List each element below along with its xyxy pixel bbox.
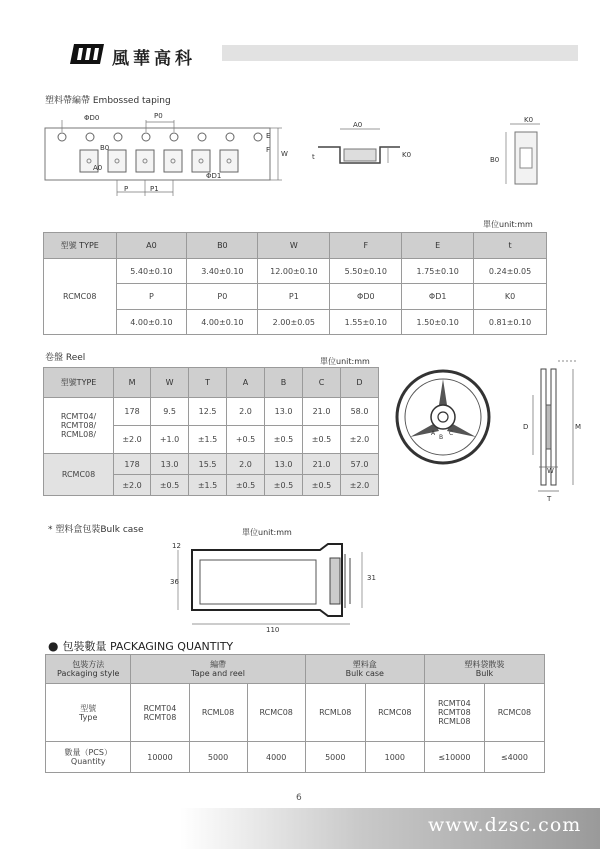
dim-height: 36 (170, 578, 179, 586)
label-b0-side: B0 (490, 156, 500, 164)
table-cell: 58.0 (341, 398, 379, 426)
table-cell: P1 (258, 284, 330, 310)
table-cell: ±2.0 (114, 475, 151, 496)
header-d: D (341, 368, 379, 398)
table-cell: K0 (474, 284, 547, 310)
table-cell: 5.40±0.10 (116, 259, 187, 284)
table-cell: 57.0 (341, 454, 379, 475)
table-cell: RCML08 (305, 684, 365, 742)
watermark: www.dzsc.com (428, 814, 582, 836)
table-cell: RCMT04 RCMT08 RCML08 (424, 684, 484, 742)
tape-cross-section (310, 115, 420, 170)
table-cell: 178 (114, 454, 151, 475)
type-label: 型號 Type (46, 684, 131, 742)
bullet-icon: ● (48, 639, 59, 653)
header-t: T (189, 368, 227, 398)
reel-unit: 單位unit:mm (320, 357, 370, 366)
header-e: E (402, 233, 474, 259)
label-p0: P0 (154, 112, 163, 120)
table-cell: 5.50±0.10 (330, 259, 402, 284)
company-logo (68, 44, 104, 64)
table-cell: 2.0 (227, 398, 265, 426)
table-cell: ±0.5 (265, 426, 303, 454)
component-side-view (488, 112, 558, 202)
label-b: B (439, 434, 444, 441)
style-label: 包裝方法 Packaging style (46, 655, 131, 684)
table-cell: 21.0 (303, 454, 341, 475)
embossed-unit: 單位unit:mm (483, 220, 533, 229)
table-cell: 4.00±0.10 (116, 310, 187, 335)
label-a0-section: A0 (353, 121, 363, 129)
model-cell: RCMC08 (44, 259, 117, 335)
table-cell: RCMC08 (484, 684, 544, 742)
table-cell: 10000 (131, 742, 189, 773)
table-cell: 2.0 (227, 454, 265, 475)
label-m: M (575, 423, 582, 431)
reel-spec-table (43, 367, 379, 496)
embossed-taping-title: 塑料帶編帶 Embossed taping (45, 96, 171, 106)
brand-name: 風華高科 (112, 49, 196, 69)
table-cell: +1.0 (151, 426, 189, 454)
table-cell: 1.75±0.10 (402, 259, 474, 284)
table-cell: ±0.5 (227, 475, 265, 496)
table-cell: RCML08 (189, 684, 247, 742)
table-cell: ±2.0 (341, 426, 379, 454)
label-e: E (266, 132, 271, 140)
label-t: t (312, 153, 315, 161)
header-t: t (474, 233, 547, 259)
page-number: 6 (296, 793, 302, 803)
table-cell: ΦD0 (330, 284, 402, 310)
label-b0: B0 (100, 144, 110, 152)
bulk-unit: 單位unit:mm (242, 528, 292, 537)
table-cell: 12.00±0.10 (258, 259, 330, 284)
header-w: W (258, 233, 330, 259)
label-a: A (431, 430, 436, 437)
header-a0: A0 (116, 233, 187, 259)
table-cell: ±2.0 (114, 426, 151, 454)
label-p: P (124, 185, 129, 193)
table-cell: ΦD1 (402, 284, 474, 310)
packaging-quantity-table (45, 654, 545, 773)
table-cell: RCMC08 (365, 684, 424, 742)
dim-right: 31 (367, 574, 376, 582)
label-d1: ΦD1 (206, 172, 222, 180)
header-w: W (151, 368, 189, 398)
table-cell: 0.24±0.05 (474, 259, 547, 284)
label-d: D (523, 423, 529, 431)
label-k0-section: K0 (402, 151, 412, 159)
header-bar (222, 45, 578, 61)
table-cell: P0 (187, 284, 258, 310)
table-cell: ±1.5 (189, 426, 227, 454)
label-d0: ΦD0 (84, 114, 100, 122)
table-cell: 13.0 (265, 398, 303, 426)
table-cell: 13.0 (151, 454, 189, 475)
label-k0-side: K0 (524, 116, 534, 124)
header-b0: B0 (187, 233, 258, 259)
label-w: W (547, 467, 554, 475)
table-cell: ±0.5 (265, 475, 303, 496)
model-cell: RCMT04/ RCMT08/ RCML08/ (44, 398, 114, 454)
dim-length: 110 (266, 626, 280, 634)
table-cell: 3.40±0.10 (187, 259, 258, 284)
table-cell: ±0.5 (303, 475, 341, 496)
bulk-case-title: * 塑料盒包裝Bulk case (48, 525, 144, 535)
packaging-quantity-title (48, 638, 233, 654)
table-cell: RCMC08 (247, 684, 305, 742)
table-cell: RCMT04 RCMT08 (131, 684, 189, 742)
table-cell: 15.5 (189, 454, 227, 475)
header-type: 型號TYPE (44, 368, 114, 398)
quantity-label: 數量（PCS） Quantity (46, 742, 131, 773)
reel-title: 卷盤 Reel (45, 353, 86, 363)
header-type: 型號 TYPE (44, 233, 117, 259)
table-cell: ±1.5 (189, 475, 227, 496)
packaging-title-text: 包裝數量 PACKAGING QUANTITY (62, 640, 234, 653)
embossed-tape-diagram (40, 108, 290, 206)
label-a0: A0 (93, 164, 103, 172)
header-a: A (227, 368, 265, 398)
table-cell: +0.5 (227, 426, 265, 454)
table-cell: 4.00±0.10 (187, 310, 258, 335)
table-cell: ±0.5 (303, 426, 341, 454)
table-cell: 178 (114, 398, 151, 426)
group-bulk: 塑料袋散裝 Bulk (424, 655, 544, 684)
model-cell: RCMC08 (44, 454, 114, 496)
table-cell: P (116, 284, 187, 310)
table-cell: ±2.0 (341, 475, 379, 496)
group-bulk-case: 塑料盒 Bulk case (305, 655, 424, 684)
label-p1: P1 (150, 185, 159, 193)
table-cell: 12.5 (189, 398, 227, 426)
table-cell: 2.00±0.05 (258, 310, 330, 335)
group-tape-reel: 編帶 Tape and reel (131, 655, 305, 684)
label-t: T (547, 495, 552, 503)
table-cell: 1.50±0.10 (402, 310, 474, 335)
table-cell: ±0.5 (151, 475, 189, 496)
table-cell: ≤10000 (424, 742, 484, 773)
table-cell: 5000 (305, 742, 365, 773)
embossed-spec-table (43, 232, 547, 335)
header-f: F (330, 233, 402, 259)
dim-top: 12 (172, 542, 181, 550)
label-f: F (266, 146, 271, 154)
table-cell: ≤4000 (484, 742, 544, 773)
label-w: W (281, 150, 288, 158)
reel-diagram (393, 355, 583, 505)
table-cell: 1000 (365, 742, 424, 773)
bulk-case-diagram (170, 538, 380, 634)
table-cell: 4000 (247, 742, 305, 773)
table-cell: 1.55±0.10 (330, 310, 402, 335)
header-b: B (265, 368, 303, 398)
table-cell: 0.81±0.10 (474, 310, 547, 335)
table-cell: 13.0 (265, 454, 303, 475)
table-cell: 5000 (189, 742, 247, 773)
table-cell: 9.5 (151, 398, 189, 426)
header-m: M (114, 368, 151, 398)
label-c: C (449, 430, 454, 437)
header-c: C (303, 368, 341, 398)
table-cell: 21.0 (303, 398, 341, 426)
